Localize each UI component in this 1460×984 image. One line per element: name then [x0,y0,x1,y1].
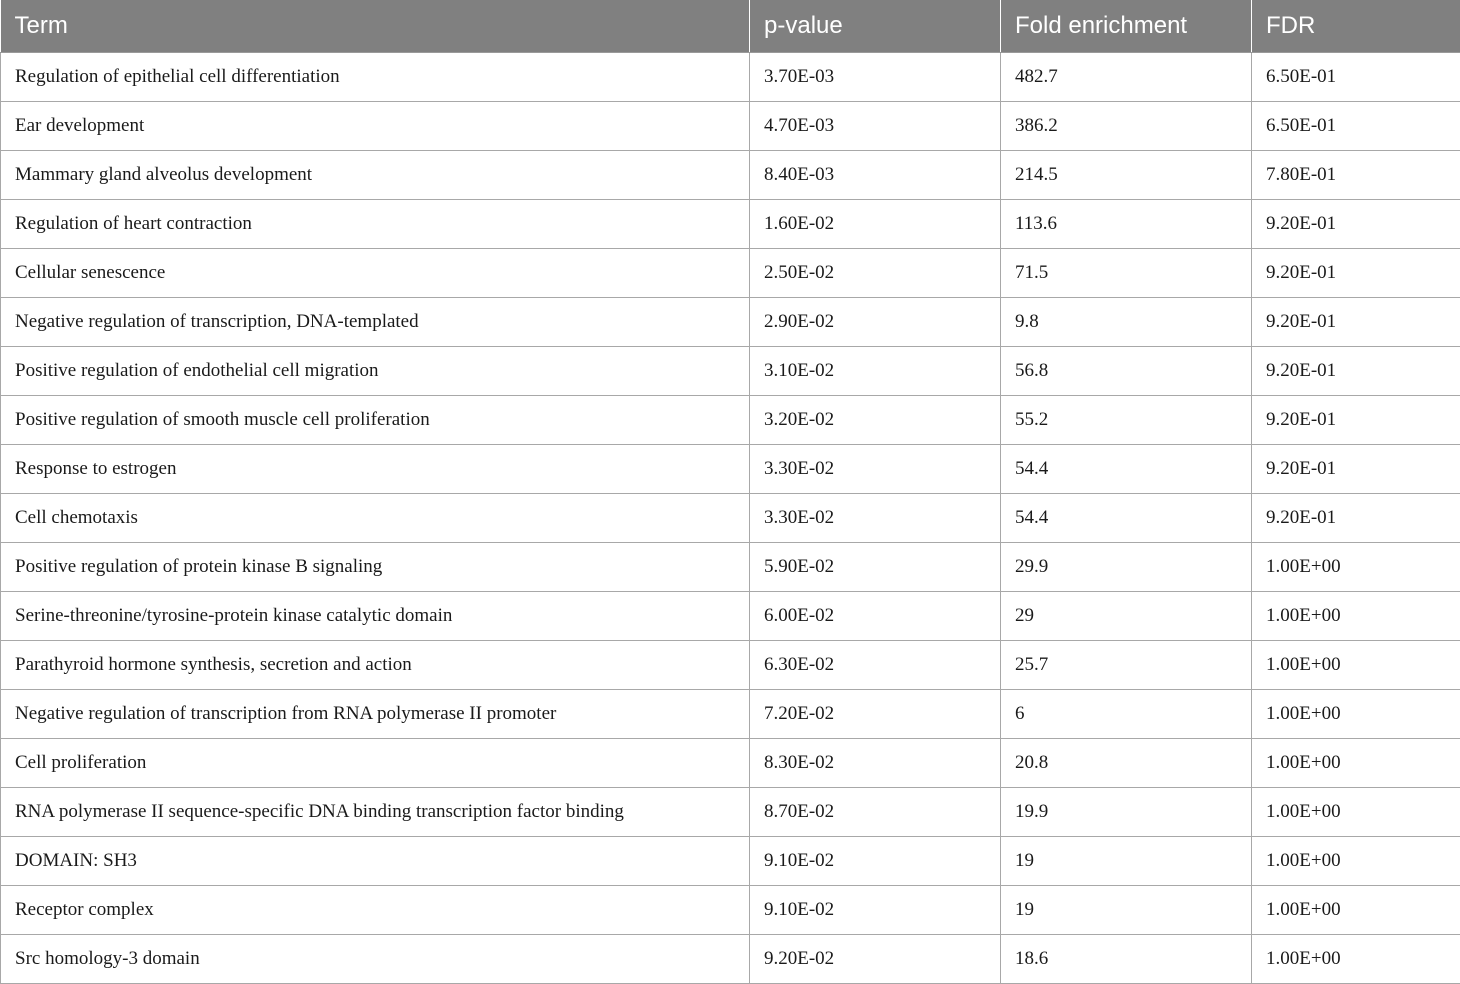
fold-enrichment-cell: 71.5 [1001,248,1252,297]
fdr-cell: 1.00E+00 [1252,787,1460,836]
p-value-cell: 5.90E-02 [750,542,1001,591]
header-fdr: FDR [1252,0,1460,52]
table-row [1,493,1460,542]
term-cell: Negative regulation of transcription, DNA-templated [1,297,750,346]
header-term: Term [1,0,750,52]
table-row [1,640,1460,689]
table-body [1,52,1460,983]
p-value-cell: 7.20E-02 [750,689,1001,738]
term-cell: Cell chemotaxis [1,493,750,542]
p-value-cell: 1.60E-02 [750,199,1001,248]
fold-enrichment-cell: 56.8 [1001,346,1252,395]
p-value-cell: 3.70E-03 [750,52,1001,101]
table-row [1,591,1460,640]
fdr-cell: 9.20E-01 [1252,444,1460,493]
p-value-cell: 4.70E-03 [750,101,1001,150]
term-cell: Regulation of epithelial cell differentiation [1,52,750,101]
table-row [1,248,1460,297]
fdr-cell: 1.00E+00 [1252,640,1460,689]
fdr-cell: 6.50E-01 [1252,101,1460,150]
fdr-cell: 1.00E+00 [1252,934,1460,983]
fdr-cell: 9.20E-01 [1252,346,1460,395]
fold-enrichment-cell: 9.8 [1001,297,1252,346]
p-value-cell: 3.10E-02 [750,346,1001,395]
fold-enrichment-cell: 54.4 [1001,444,1252,493]
fold-enrichment-cell: 25.7 [1001,640,1252,689]
term-cell: Receptor complex [1,885,750,934]
fold-enrichment-cell: 6 [1001,689,1252,738]
table-row [1,542,1460,591]
fdr-cell: 7.80E-01 [1252,150,1460,199]
term-cell: RNA polymerase II sequence-specific DNA binding transcription factor binding [1,787,750,836]
term-cell: Parathyroid hormone synthesis, secretion and action [1,640,750,689]
fdr-cell: 6.50E-01 [1252,52,1460,101]
fdr-cell: 1.00E+00 [1252,542,1460,591]
table-row [1,199,1460,248]
table-row [1,346,1460,395]
fold-enrichment-cell: 20.8 [1001,738,1252,787]
fold-enrichment-cell: 54.4 [1001,493,1252,542]
p-value-cell: 8.40E-03 [750,150,1001,199]
table-row [1,52,1460,101]
table-row [1,689,1460,738]
fdr-cell: 1.00E+00 [1252,836,1460,885]
table-row [1,885,1460,934]
term-cell: DOMAIN: SH3 [1,836,750,885]
p-value-cell: 8.30E-02 [750,738,1001,787]
fold-enrichment-cell: 19 [1001,885,1252,934]
table-row [1,150,1460,199]
fdr-cell: 9.20E-01 [1252,493,1460,542]
fold-enrichment-cell: 29.9 [1001,542,1252,591]
fdr-cell: 1.00E+00 [1252,885,1460,934]
table-header [1,0,1460,52]
p-value-cell: 3.30E-02 [750,444,1001,493]
table-row [1,787,1460,836]
p-value-cell: 9.20E-02 [750,934,1001,983]
header-fold-enrichment: Fold enrichment [1001,0,1252,52]
p-value-cell: 2.50E-02 [750,248,1001,297]
p-value-cell: 3.30E-02 [750,493,1001,542]
fdr-cell: 1.00E+00 [1252,689,1460,738]
table-row [1,101,1460,150]
table-row [1,444,1460,493]
fdr-cell: 9.20E-01 [1252,199,1460,248]
header-p-value: p-value [750,0,1001,52]
fold-enrichment-cell: 113.6 [1001,199,1252,248]
term-cell: Positive regulation of protein kinase B signaling [1,542,750,591]
fold-enrichment-cell: 29 [1001,591,1252,640]
term-cell: Response to estrogen [1,444,750,493]
p-value-cell: 8.70E-02 [750,787,1001,836]
term-cell: Positive regulation of smooth muscle cell proliferation [1,395,750,444]
fdr-cell: 1.00E+00 [1252,591,1460,640]
term-cell: Mammary gland alveolus development [1,150,750,199]
p-value-cell: 9.10E-02 [750,885,1001,934]
term-cell: Serine-threonine/tyrosine-protein kinase catalytic domain [1,591,750,640]
term-cell: Positive regulation of endothelial cell migration [1,346,750,395]
p-value-cell: 2.90E-02 [750,297,1001,346]
fold-enrichment-cell: 386.2 [1001,101,1252,150]
term-cell: Negative regulation of transcription from RNA polymerase II promoter [1,689,750,738]
term-cell: Cellular senescence [1,248,750,297]
fdr-cell: 9.20E-01 [1252,297,1460,346]
table-row [1,934,1460,983]
header-row [1,0,1460,52]
table-row [1,395,1460,444]
fdr-cell: 9.20E-01 [1252,395,1460,444]
p-value-cell: 9.10E-02 [750,836,1001,885]
fold-enrichment-cell: 19.9 [1001,787,1252,836]
p-value-cell: 6.30E-02 [750,640,1001,689]
fold-enrichment-cell: 482.7 [1001,52,1252,101]
p-value-cell: 6.00E-02 [750,591,1001,640]
term-cell: Src homology-3 domain [1,934,750,983]
term-cell: Cell proliferation [1,738,750,787]
fdr-cell: 9.20E-01 [1252,248,1460,297]
fold-enrichment-cell: 18.6 [1001,934,1252,983]
table-row [1,836,1460,885]
table-row [1,297,1460,346]
fold-enrichment-cell: 19 [1001,836,1252,885]
fold-enrichment-cell: 55.2 [1001,395,1252,444]
fdr-cell: 1.00E+00 [1252,738,1460,787]
term-cell: Regulation of heart contraction [1,199,750,248]
p-value-cell: 3.20E-02 [750,395,1001,444]
fold-enrichment-cell: 214.5 [1001,150,1252,199]
table-row [1,738,1460,787]
term-cell: Ear development [1,101,750,150]
